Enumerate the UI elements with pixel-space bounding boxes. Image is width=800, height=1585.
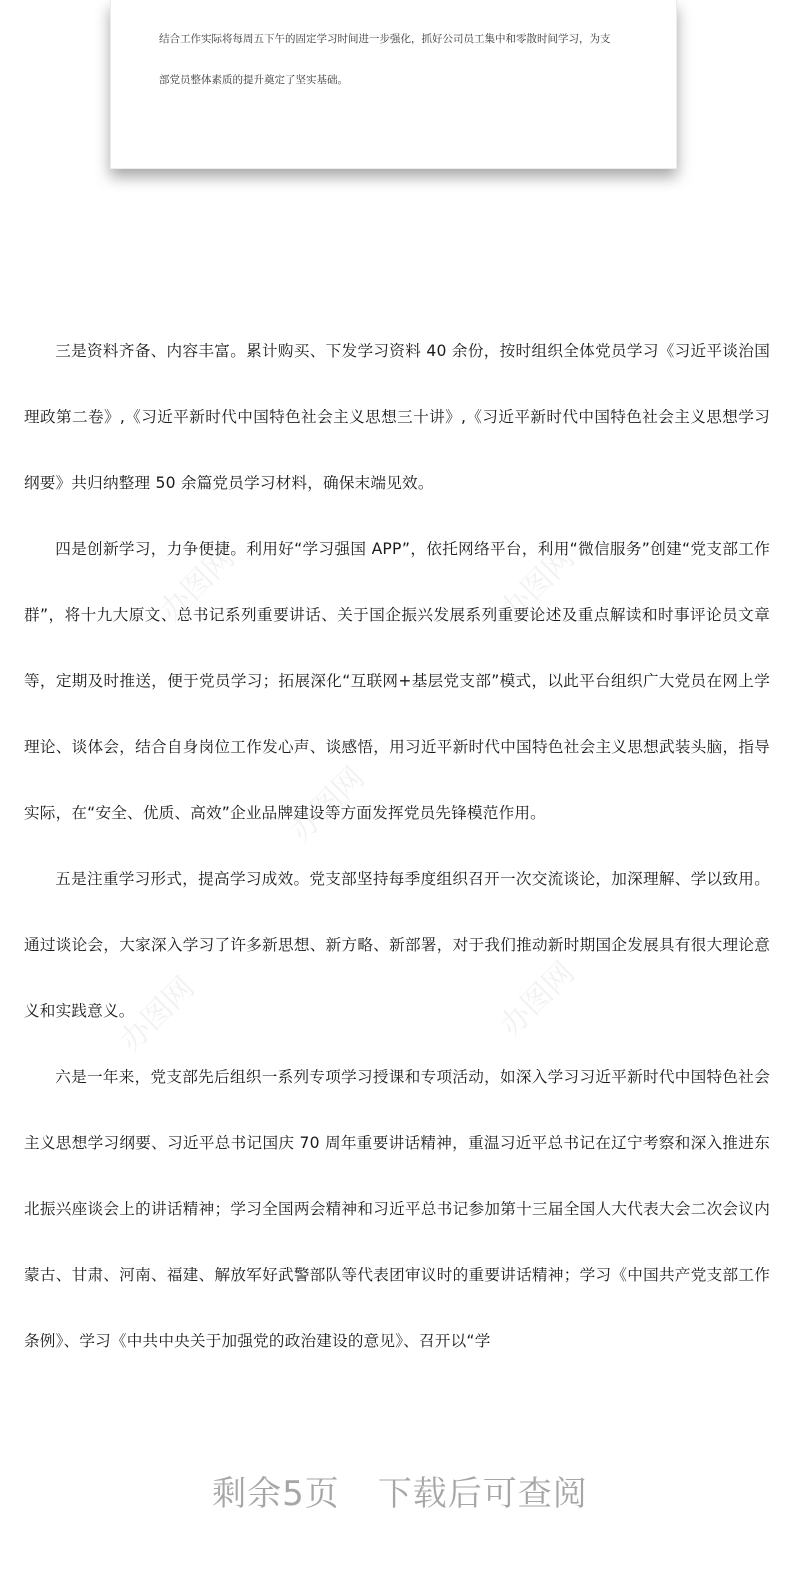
- remaining-pages-label: 剩余5页: [212, 1474, 340, 1514]
- watermark: 办图网: [153, 540, 242, 629]
- document-preview-card: [110, 0, 677, 169]
- remaining-pages-notice[interactable]: [0, 1466, 800, 1515]
- paragraph-four: 四是创新学习，力争便捷。利用好“学习强国 APP”，依托网络平台，利用“微信服务”创建“党支部工作群”，将十九大原文、总书记系列重要讲话、关于国企振兴发展系列重要论述及重点解读和时事评论员文章等，定期及时推送，便于党员学习；拓展深化“互联网+基层党支部”模式，以此平台组织广大党员在网上学理论、谈体会，结合自身岗位工作发心声、谈感悟，用习近平新时代中国特色社会主义思想武装头脑，指导实际，在“安全、优质、高效”企业品牌建设等方面发挥党员先锋模范作用。: [24, 540, 770, 822]
- preview-text-line: 部党员整体素质的提升奠定了坚实基础。: [159, 74, 348, 86]
- document-body: [24, 318, 770, 1374]
- paragraph-six: 六是一年来，党支部先后组织一系列专项学习授课和专项活动，如深入学习习近平新时代中国特色社会主义思想学习纲要、习近平总书记国庆 70 周年重要讲话精神，重温习近平总书记在辽宁考察和深入推进东北振兴座谈会上的讲话精神；学习全国两会精神和习近平总书记参加第十三届全国人大代表大会二次会议内蒙古、甘肃、河南、福建、解放军好武警部队等代表团审议时的重要讲话精神；学习《中国共产党支部工作条例》、学习《中共中央关于加强党的政治建设的意见》、召开以“学: [24, 1068, 770, 1350]
- watermark: 办图网: [113, 970, 202, 1059]
- paragraph-three: 三是资料齐备、内容丰富。累计购买、下发学习资料 40 余份，按时组织全体党员学习《习近平谈治国理政第二卷》,《习近平新时代中国特色社会主义思想三十讲》,《习近平新时代中国特色社会主义思想学习纲要》共归纳整理 50 余篇党员学习材料，确保末端见效。: [24, 342, 770, 492]
- preview-text-line: 结合工作实际将每周五下午的固定学习时间进一步强化，抓好公司员工集中和零散时间学习，为支: [159, 33, 611, 45]
- watermark: 办图网: [493, 955, 582, 1044]
- watermark: 办图网: [493, 540, 582, 629]
- paragraph-five: 五是注重学习形式，提高学习成效。党支部坚持每季度组织召开一次交流谈论，加深理解、学以致用。通过谈论会，大家深入学习了许多新思想、新方略、新部署，对于我们推动新时期国企发展具有很大理论意义和实践意义。: [24, 870, 770, 1020]
- download-hint-label: 下载后可查阅: [377, 1474, 588, 1514]
- watermark: 办图网: [283, 760, 372, 849]
